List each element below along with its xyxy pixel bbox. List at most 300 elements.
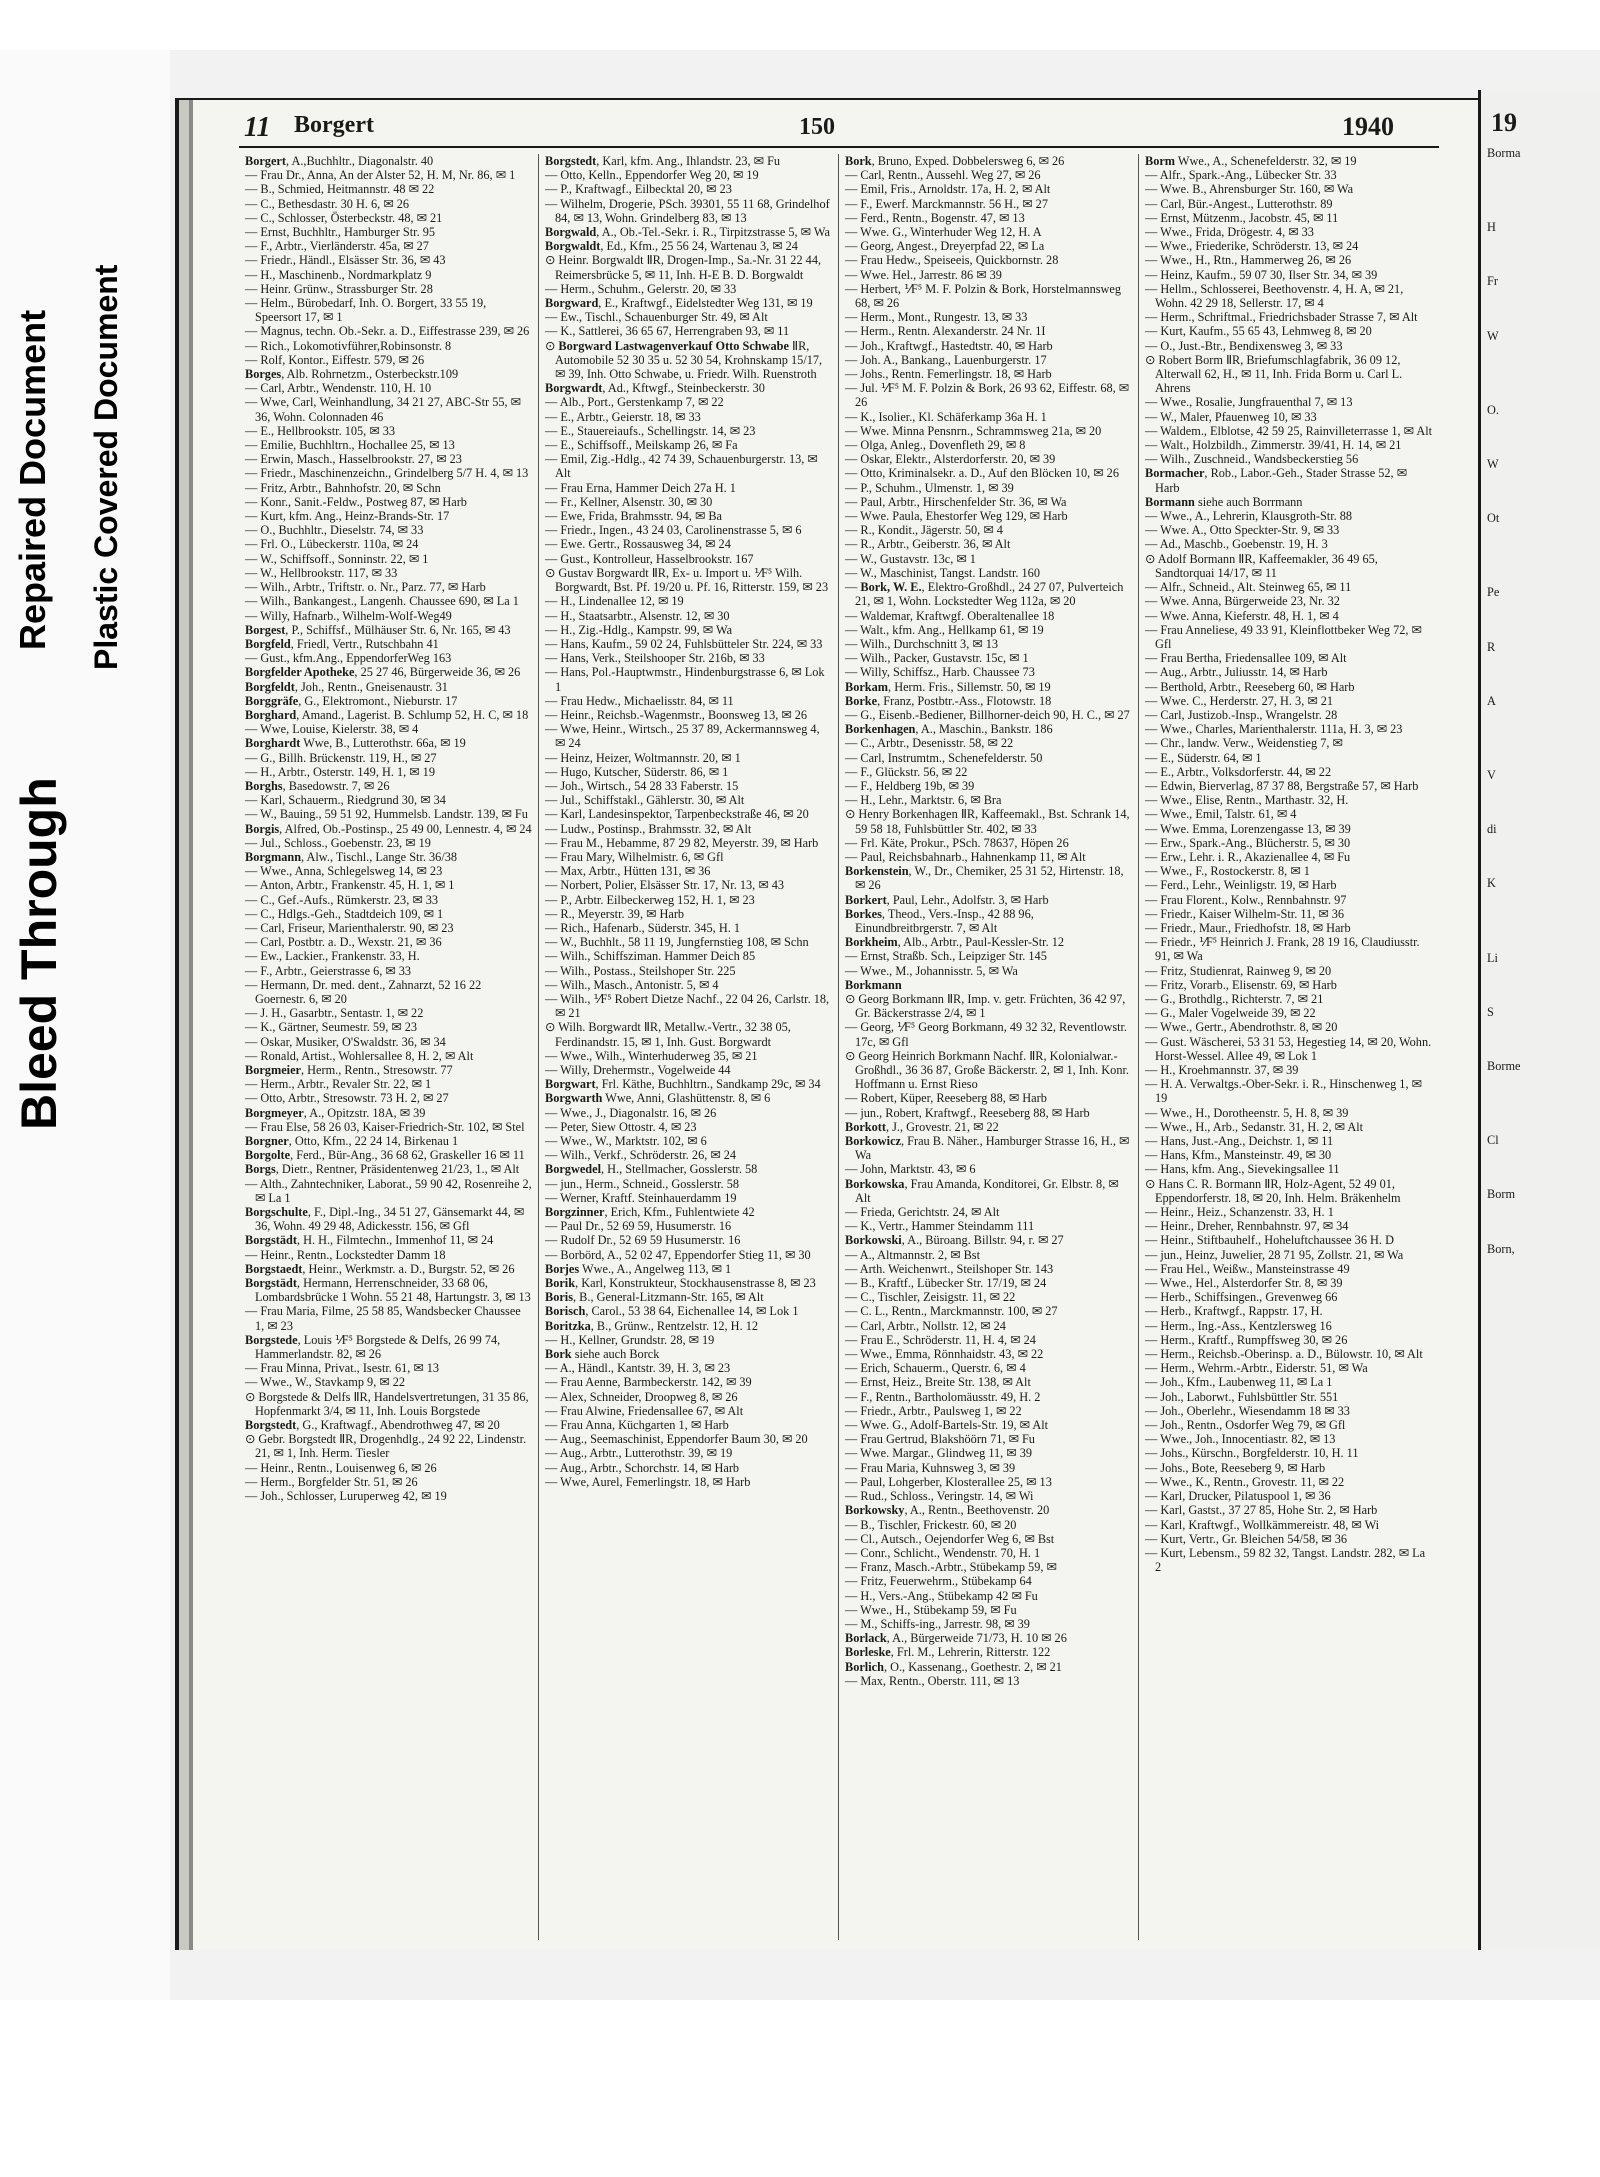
directory-entry: ⊙ Borgward Lastwagenverkauf Otto Schwabe ⅡR, Automobile 52 30 35 u. 52 30 54, Krohnskamp 15/17, ✉ 39, Inh. Otto Schwabe, u. Friedr. Wilh. Ruenstroth [545,338,823,382]
directory-entry: — Friedr., Kaiser Wilhelm-Str. 11, ✉ 36 [1145,906,1345,921]
directory-entry: — Wwe. Minna Pensnrn., Schrammsweg 21a, ✉ 20 [845,423,1102,438]
directory-entry: — Wwe., J., Diagonalstr. 16, ✉ 26 [545,1105,717,1120]
directory-entry: Borkert, Paul, Lehr., Adolfstr. 3, ✉ Harb [845,892,1049,907]
column-2 [539,154,839,1940]
adjacent-fragment: Borme [1487,1059,1521,1074]
adjacent-page-number: 19 [1491,108,1517,137]
directory-entry: — Frau M., Hebamme, 87 29 82, Meyerstr. 39, ✉ Harb [545,835,819,850]
directory-entry: — O., Just.-Btr., Bendixensweg 3, ✉ 33 [1145,338,1343,353]
directory-entry: — Wwe., Frida, Drögestr. 4, ✉ 33 [1145,225,1314,240]
directory-entry: — E., Stauereiaufs., Schellingstr. 14, ✉ 23 [545,423,756,438]
directory-entry: — Oskar, Musiker, O'Swaldstr. 36, ✉ 34 [245,1034,446,1049]
directory-entry: — Alth., Zahntechniker, Laborat., 59 90 42, Rosenreihe 2, ✉ La 1 [245,1176,532,1205]
directory-entry: — jun., Heinz, Juwelier, 28 71 95, Zollstr. 21, ✉ Wa [1145,1247,1404,1262]
page-number: 150 [799,114,835,140]
directory-entry: — Ewe, Frida, Brahmsstr. 94, ✉ Ba [545,509,722,524]
directory-entry: ⊙ Heinr. Borgwaldt ⅡR, Drogen-Imp., Sa.-Nr. 31 22 44, Reimersbrücke 5, ✉ 11, Inh. H-E B. D. Borgwaldt [545,253,822,282]
directory-entry: — H., Staatsarbtr., Alsenstr. 12, ✉ 30 [545,608,730,623]
directory-entry: — Herm., Reichsb.-Oberinsp. a. D., Bülowstr. 10, ✉ Alt [1145,1347,1423,1362]
directory-entry: — Wwe, Aurel, Femerlingstr. 18, ✉ Harb [545,1474,751,1489]
directory-entry: — W., Gustavstr. 13c, ✉ 1 [845,551,976,566]
directory-entry: — E., Arbtr., Volksdorferstr. 44, ✉ 22 [1145,764,1332,779]
directory-entry: Borm Wwe., A., Schenefelderstr. 32, ✉ 19 [1145,154,1357,168]
directory-entry: — E., Arbtr., Geierstr. 18, ✉ 33 [545,409,701,424]
directory-entry: — Wwe, Heinr., Wirtsch., 25 37 89, Ackermannsweg 4, ✉ 24 [545,722,820,751]
adjacent-fragment: di [1487,822,1497,837]
directory-entry: — Ernst, Heiz., Breite Str. 138, ✉ Alt [845,1375,1031,1390]
directory-entry: Borgstädt, Hermann, Herrenschneider, 33 68 06, Lombardsbrücke 1 Wohn. 55 21 48, Hartungstr. 3, ✉ 13 [245,1276,531,1305]
header-year: 1940 [1342,112,1394,141]
directory-entry: — Wwe. Margar., Glindweg 11, ✉ 39 [845,1446,1032,1461]
directory-entry: — K., Sattlerei, 36 65 67, Herrengraben 93, ✉ 11 [545,324,790,339]
directory-entry: — Erw., Lehr. i. R., Akazienallee 4, ✉ Fu [1145,849,1351,864]
directory-entry: — Wwe., Gertr., Abendrothstr. 8, ✉ 20 [1145,1020,1338,1035]
directory-entry: — Frau Alwine, Friedensallee 67, ✉ Alt [545,1403,744,1418]
directory-entry: — Heinr. Grünw., Strassburger Str. 28 [245,281,433,296]
directory-entry: — W., Bauing., 59 51 92, Hummelsb. Landstr. 139, ✉ Fu [245,807,528,822]
directory-entry: Borgmann, Alw., Tischl., Lange Str. 36/38 [245,849,458,864]
directory-entry: — M., Schiffs-ing., Jarrestr. 98, ✉ 39 [845,1616,1030,1631]
directory-entry: — W., Hellbrookstr. 117, ✉ 33 [245,565,398,580]
directory-entry: — Wwe., Emma, Rönnhaidstr. 43, ✉ 22 [845,1347,1044,1362]
directory-entry: — Herbert, ⅟F⁵ M. F. Polzin & Bork, Horstelmannsweg 68, ✉ 26 [845,281,1122,311]
directory-entry: — Herm., Rentn. Alexanderstr. 24 Nr. 1I [845,324,1046,339]
directory-entry: Borgs, Dietr., Rentner, Präsidentenweg 21/23, 1., ✉ Alt [245,1162,520,1177]
directory-entry: — Rud., Schloss., Veringstr. 14, ✉ Wi [845,1489,1034,1504]
directory-entry: Borik, Karl, Konstrukteur, Stockhausenstrasse 8, ✉ 23 [545,1276,816,1291]
stamp-margin [0,50,170,2000]
directory-entry: — Emil, Zig.-Hdlg., 42 74 39, Schauenburgerstr. 13, ✉ Alt [545,452,818,481]
directory-entry: — Frau Erna, Hammer Deich 27a H. 1 [545,480,736,495]
adjacent-fragment: Borm [1487,1187,1516,1202]
directory-entry: — Hans, Kfm., Mansteinstr. 49, ✉ 30 [1145,1148,1332,1163]
directory-entry: — Wwe. Hel., Jarrestr. 86 ✉ 39 [845,267,1002,282]
directory-entry: — Wilh., Packer, Gustavstr. 15c, ✉ 1 [845,651,1029,666]
directory-entry: — Ew., Tischl., Schauenburger Str. 49, ✉ Alt [545,310,768,325]
directory-entry: — Ernst, Straßb. Sch., Leipziger Str. 145 [845,949,1047,964]
adjacent-fragment: Li [1487,950,1498,965]
directory-entry: Borgner, Otto, Kfm., 22 24 14, Birkenau 1 [245,1134,459,1149]
directory-entry: — Olga, Anleg., Dovenfleth 29, ✉ 8 [845,438,1026,453]
directory-entry: — Wwe. Anna, Kieferstr. 48, H. 1, ✉ 4 [1145,608,1339,623]
directory-entry: — P., Arbtr. Eilbeckerweg 152, H. 1, ✉ 23 [545,892,755,907]
column-1 [239,154,539,1940]
directory-entry: Borgis, Alfred, Ob.-Postinsp., 25 49 00, Lennestr. 4, ✉ 24 [245,821,532,836]
directory-entry: Borgstaedt, Heinr., Werkmstr. a. D., Burgstr. 52, ✉ 26 [245,1261,515,1276]
directory-entry: — Carl, Rentn., Aussehl. Weg 27, ✉ 26 [845,168,1041,183]
directory-entry: — Waldemar, Kraftwgf. Oberaltenallee 18 [845,608,1055,623]
adjacent-fragment: V [1487,768,1496,783]
column-3 [839,154,1139,1940]
directory-entry: — Wwe., Hel., Alsterdorfer Str. 8, ✉ 39 [1145,1276,1343,1291]
directory-entry: — Johs., Bote, Reeseberg 9, ✉ Harb [1145,1460,1326,1475]
running-head [239,110,1439,144]
directory-entry: — E., Schiffsoff., Meilskamp 26, ✉ Fa [545,438,738,453]
directory-entry: — Frau Mary, Wilhelmistr. 6, ✉ Gfl [545,849,724,864]
directory-entry: — Ew., Lackier., Frankenstr. 33, H. [245,949,420,964]
directory-entry: — Herm., Mont., Rungestr. 13, ✉ 33 [845,310,1028,325]
directory-entry: — Karl, Landesinspektor, Tarpenbeckstraße 46, ✉ 20 [545,807,809,822]
directory-entry: Borkheim, Alb., Arbtr., Paul-Kessler-Str. 12 [845,935,1065,950]
directory-entry: — Rudolf Dr., 52 69 59 Husumerstr. 16 [545,1233,741,1248]
directory-entry: Borkes, Theod., Vers.-Insp., 42 88 96, Einundbreitbrgerstr. 7, ✉ Alt [845,906,1034,935]
directory-entry: Borgstedt, Karl, kfm. Ang., Ihlandstr. 23, ✉ Fu [545,154,781,168]
directory-entry: — Friedr., Ingen., 43 24 03, Carolinenstrasse 5, ✉ 6 [545,523,802,538]
directory-entry: — Joh., Rentn., Osdorfer Weg 79, ✉ Gfl [1145,1418,1346,1433]
directory-entry: ⊙ Georg Borkmann ⅡR, Imp. v. getr. Früchten, 36 42 97, Gr. Bäckerstrasse 2/4, ✉ 1 [845,991,1126,1021]
directory-entry: ⊙ Adolf Bormann ⅡR, Kaffeemakler, 36 49 65, Sandtorquai 14/17, ✉ 11 [1145,551,1378,580]
directory-entry: — Wwe., Emil, Talstr. 61, ✉ 4 [1145,807,1297,822]
directory-entry: — H., Arbtr., Osterstr. 149, H. 1, ✉ 19 [245,764,435,779]
directory-entry: — Herm., Borgfelder Str. 51, ✉ 26 [245,1474,418,1489]
directory-entry: — jun., Herm., Schneid., Gosslerstr. 58 [545,1176,739,1191]
adjacent-fragment: W [1487,328,1499,343]
directory-entry: — Wwe. Anna, Bürgerweide 23, Nr. 32 [1145,594,1340,609]
directory-entry: ⊙ Wilh. Borgwardt ⅡR, Metallw.-Vertr., 32 38 05, Ferdinandstr. 15, ✉ 1, Inh. Gust. Borgwardt [545,1020,791,1049]
adjacent-fragment: K [1487,876,1496,891]
directory-entry: — Frau Maria, Filme, 25 58 85, Wandsbecker Chaussee 1, ✉ 23 [245,1304,521,1333]
adjacent-fragment: Fr [1487,274,1498,289]
adjacent-page-fragments [1487,146,1520,1316]
directory-entry: Borlich, O., Kassenang., Goethestr. 2, ✉ 21 [845,1659,1062,1674]
directory-entry: — Ewe. Gertr., Rossausweg 34, ✉ 24 [545,537,731,552]
adjacent-fragment: Pe [1487,585,1500,600]
directory-entry: — B., Tischler, Frickestr. 60, ✉ 20 [845,1517,1017,1532]
directory-entry: — C., Bethesdastr. 30 H. 6, ✉ 26 [245,196,410,211]
directory-entry: — C., Arbtr., Desenisstr. 58, ✉ 22 [845,736,1014,751]
directory-entry: — Frau Aenne, Barmbeckerstr. 142, ✉ 39 [545,1375,752,1390]
directory-entry: — W., Buchhlt., 58 11 19, Jungfernstieg 108, ✉ Schn [545,935,809,950]
directory-entry: — Wilhelm, Drogerie, PSch. 39301, 55 11 68, Grindelhof 84, ✉ 13, Wohn. Grindelberg 83, ✉ 13 [545,196,830,225]
directory-entry: — Fritz, Studienrat, Rainweg 9, ✉ 20 [1145,963,1332,978]
directory-entry: — Kurt, Lebensm., 59 82 32, Tangst. Landstr. 282, ✉ La 2 [1145,1545,1426,1575]
directory-entry: — Hellm., Schlosserei, Beethovenstr. 4, H. A, ✉ 21, Wohn. 42 29 18, Sellerstr. 17, ✉ 4 [1145,281,1404,311]
directory-entry: Borkott, J., Grovestr. 21, ✉ 22 [845,1119,999,1134]
directory-entry: Borkenstein, W., Dr., Chemiker, 25 31 52, Hirtenstr. 18, ✉ 26 [845,864,1124,893]
directory-entry: — Ronald, Artist., Wohlersallee 8, H. 2, ✉ Alt [245,1048,474,1063]
directory-entry: — Heinr., Stiftbauhelf., Hoheluftchaussee 36 H. D [1145,1233,1394,1248]
directory-entry: — F., Rentn., Bartholomäusstr. 49, H. 2 [845,1389,1041,1404]
directory-entry: Borkowska, Frau Amanda, Konditorei, Gr. Elbstr. 8, ✉ Alt [845,1176,1119,1205]
directory-entry: — Heinr., Heiz., Schanzenstr. 33, H. 1 [1145,1205,1334,1220]
directory-entry: Borgmeier, Herm., Rentn., Stresowstr. 77 [245,1063,453,1077]
directory-entry: Borgwald, A., Ob.-Tel.-Sekr. i. R., Tirpitzstrasse 5, ✉ Wa [545,225,830,240]
directory-entry: — Kurt, Kaufm., 55 65 43, Lehmweg 8, ✉ 20 [1145,324,1372,339]
directory-entry: — Carl, Instrumtm., Schenefelderstr. 50 [845,750,1043,765]
directory-entry: — Wwe., Anna, Schlegelsweg 14, ✉ 23 [245,864,443,879]
directory-entry: — Chr., landw. Verw., Weidenstieg 7, ✉ [1145,736,1343,751]
directory-entry: Borkowski, A., Büroang. Billstr. 94, r. ✉ 27 [845,1233,1064,1248]
directory-entry: — Walt., Holzbildh., Zimmerstr. 39/41, H. 14, ✉ 21 [1145,438,1402,453]
directory-entry: — Karl, Schauerm., Riedgrund 30, ✉ 34 [245,793,446,808]
directory-entry: — Wwe, Carl, Weinhandlung, 34 21 27, ABC-Str 55, ✉ 36, Wohn. Colonnaden 46 [245,395,521,424]
directory-entry: — Carl, Arbtr., Wendenstr. 110, H. 10 [245,381,432,396]
directory-entry: — Wwe., K., Rentn., Grovestr. 11, ✉ 22 [1145,1474,1345,1489]
directory-entry: — Heinr., Rentn., Louisenweg 6, ✉ 26 [245,1460,437,1475]
directory-entry: — Karl, Kraftwgf., Wollkämmereistr. 48, ✉ Wi [1145,1517,1380,1532]
directory-entry: — Aug., Arbtr., Lutterothstr. 39, ✉ 19 [545,1446,733,1461]
directory-entry: — Otto, Kriminalsekr. a. D., Auf den Blöcken 10, ✉ 26 [845,466,1119,481]
directory-entry: — Otto, Kelln., Eppendorfer Weg 20, ✉ 19 [545,168,759,183]
directory-entry: — Franz, Masch.-Arbtr., Stübekamp 59, ✉ [845,1560,1057,1575]
directory-entry: — Berthold, Arbtr., Reeseberg 60, ✉ Harb [1145,679,1355,694]
directory-entry: — Anton, Arbtr., Frankenstr. 45, H. 1, ✉ 1 [245,878,455,893]
directory-entry: — Wwe., Charles, Marienthalerstr. 111a, H. 3, ✉ 23 [1145,722,1403,737]
directory-entry: — Frau Hedw., Michaelisstr. 84, ✉ 11 [545,693,734,708]
directory-entry: — Bork, W. E., Elektro-Großhdl., 24 27 07, Pulverteich 21, ✉ 1, Wohn. Lockstedter Weg 112a, ✉ 20 [845,580,1124,609]
directory-entry: — Frau Dr., Anna, An der Alster 52, H. M, Nr. 86, ✉ 1 [245,168,516,183]
directory-entry: — C., Gef.-Aufs., Rümkerstr. 23, ✉ 33 [245,892,439,907]
directory-entry: — C. L., Rentn., Marckmannstr. 100, ✉ 27 [845,1304,1058,1319]
directory-entry: — Joh. A., Bankang., Lauenburgerstr. 17 [845,352,1047,367]
directory-entry: — Frau Hedw., Speiseeis, Quickbornstr. 28 [845,253,1059,268]
directory-entry: — Wwe., Elise, Rentn., Marthastr. 32, H. [1145,793,1349,808]
directory-entry: — Erw., Spark.-Ang., Blücherstr. 5, ✉ 30 [1145,835,1351,850]
directory-entry: — Herb., Kraftwgf., Rappstr. 17, H. [1145,1304,1323,1319]
directory-entry: — E., Hellbrookstr. 105, ✉ 33 [245,423,396,438]
directory-entry: — R., Meyerstr. 39, ✉ Harb [545,906,685,921]
directory-entry: — Wilh., Arbtr., Triftstr. o. Nr., Parz. 77, ✉ Harb [245,580,486,595]
directory-entry: — Joh., Laborwt., Fuhlsbüttler Str. 551 [1145,1389,1339,1404]
directory-entry: — Herb., Schiffsingen., Grevenweg 66 [1145,1290,1338,1305]
directory-entry: — Robert, Küper, Reeseberg 88, ✉ Harb [845,1091,1047,1106]
directory-entry: — Walt., kfm. Ang., Hellkamp 61, ✉ 19 [845,622,1044,637]
directory-entry: — Wwe. Emma, Lorenzengasse 13, ✉ 39 [1145,821,1351,836]
directory-entry: — Wwe., F., Rostockerstr. 8, ✉ 1 [1145,864,1310,879]
directory-entry: — Karl, Gastst., 37 27 85, Hohe Str. 2, ✉ Harb [1145,1503,1378,1518]
directory-entry: — Konr., Sanit.-Feldw., Postweg 87, ✉ Harb [245,494,467,509]
adjacent-fragment: W [1487,457,1499,472]
directory-entry: — C., Tischler, Zeisigstr. 11, ✉ 22 [845,1290,1016,1305]
directory-entry: — Ernst, Mützenm., Jacobstr. 45, ✉ 11 [1145,210,1339,225]
adjacent-fragment: A [1487,693,1496,708]
directory-entry: — Max, Rentn., Oberstr. 111, ✉ 13 [845,1673,1020,1688]
directory-entry: Borjes Wwe., A., Angelweg 113, ✉ 1 [545,1261,732,1276]
directory-entry: — F., Arbtr., Vierländerstr. 45a, ✉ 27 [245,239,429,254]
header-rule [239,146,1439,148]
directory-entry: — Wwe, Louise, Kielerstr. 38, ✉ 4 [245,722,419,737]
directory-entry: — Aug., Arbtr., Juliusstr. 14, ✉ Harb [1145,665,1328,680]
directory-entry: Borgert, A.,Buchhltr., Diagonalstr. 40 [245,154,434,168]
directory-entry: — Emilie, Buchhltrn., Hochallee 25, ✉ 13 [245,438,455,453]
directory-entry: — W., Maler, Pfauenweg 10, ✉ 33 [1145,409,1317,424]
directory-entry: — Willy, Hafnarb., Wilhelm-Wolf-Weg49 [245,608,452,623]
adjacent-fragment: S [1487,1004,1494,1019]
directory-entry: — Wwe., W., Marktstr. 102, ✉ 6 [545,1134,707,1149]
directory-entry: — jun., Robert, Kraftwgf., Reeseberg 88, ✉ Harb [845,1105,1090,1120]
directory-entry: — Borbörd, A., 52 02 47, Eppendorfer Stieg 11, ✉ 30 [545,1247,811,1262]
directory-entry: — Wilh., ⅟F⁵ Robert Dietze Nachf., 22 04 26, Carlstr. 18, ✉ 21 [545,991,830,1021]
directory-entry: Borgfeld, Friedl, Vertr., Rutschbahn 41 [245,636,439,651]
directory-entry: — F., Heldberg 19b, ✉ 39 [845,778,975,793]
directory-entry: Borgfelder Apotheke, 25 27 46, Bürgerweide 36, ✉ 26 [245,665,521,680]
directory-entry: — John, Marktstr. 43, ✉ 6 [845,1162,976,1177]
directory-entry: — Wwe., Joh., Innocentiastr. 82, ✉ 13 [1145,1432,1336,1447]
directory-entry: — Rich., Lokomotivführer,Robinsonstr. 8 [245,338,452,353]
directory-entry: Borgwardt, Ad., Kftwgf., Steinbeckerstr. 30 [545,381,765,396]
directory-entry: — Wilh., Durchschnitt 3, ✉ 13 [845,636,999,651]
directory-entry: — O., Buchhltr., Dieselstr. 74, ✉ 33 [245,523,424,538]
directory-entry: — Rich., Hafenarb., Süderstr. 345, H. 1 [545,920,741,935]
directory-entry: — B., Kraftf., Lübecker Str. 17/19, ✉ 24 [845,1276,1047,1291]
directory-entry: — Johs., Kürschn., Borgfelderstr. 10, H. 11 [1145,1446,1359,1461]
directory-entry: — Willy, Schiffsz., Harb. Chaussee 73 [845,665,1035,680]
adjacent-fragment: Ot [1487,511,1500,526]
adjacent-fragment: R [1487,639,1496,654]
directory-entry: — Friedr., Maschinenzeichn., Grindelberg 5/7 H. 4, ✉ 13 [245,466,529,481]
directory-entry: — Rolf, Kontor., Eiffestr. 579, ✉ 26 [245,352,425,367]
directory-entry: — H., Lehr., Marktstr. 6, ✉ Bra [845,793,1002,808]
directory-entry: — Fr., Kellner, Alsenstr. 30, ✉ 30 [545,494,713,509]
header-keyword: Borgert [294,112,374,138]
directory-entry: — Wwe., H., Dorotheenstr. 5, H. 8, ✉ 39 [1145,1105,1349,1120]
directory-entry: — Paul, Arbtr., Hirschenfelder Str. 36, ✉ Wa [845,494,1067,509]
adjacent-fragment: Born, [1487,1241,1515,1256]
directory-entry: — Georg, ⅟F⁵ Georg Borkmann, 49 32 32, Reventlowstr. 17c, ✉ Gfl [845,1020,1128,1049]
adjacent-fragment: O. [1487,402,1499,417]
directory-entry: — Fritz, Feuerwehrm., Stübekamp 64 [845,1574,1032,1589]
directory-entry: ⊙ Gustav Borgwardt ⅡR, Ex- u. Import u. ⅟F⁵ Wilh. Borgwardt, Bst. Pf. 19/20 u. Pf. 16, Ritterstr. 159, ✉ 23 [545,565,829,595]
directory-entry: — Wilh., Masch., Antonistr. 5, ✉ 4 [545,977,719,992]
directory-entry: Bormacher, Rob., Labor.-Geh., Stader Strasse 52, ✉ Harb [1145,466,1408,495]
directory-entry: Borgfeldt, Joh., Rentn., Gneisenaustr. 31 [245,679,448,694]
directory-entry: — Heinr., Reichsb.-Wagenmstr., Boonsweg 13, ✉ 26 [545,707,808,722]
directory-entry: Borghard, Amand., Lagerist. B. Schlump 52, H. C, ✉ 18 [245,707,529,722]
directory-entry: — Max, Arbtr., Hütten 131, ✉ 36 [545,864,711,879]
directory-entry: — Frau E., Schröderstr. 11, H. 4, ✉ 24 [845,1332,1036,1347]
directory-entry: — Frau Else, 58 26 03, Kaiser-Friedrich-Str. 102, ✉ Stel [245,1119,525,1134]
directory-entry: Borgwarth Wwe, Anni, Glashüttenstr. 8, ✉ 6 [545,1091,771,1106]
directory-entry: — F., Arbtr., Geierstrasse 6, ✉ 33 [245,963,412,978]
directory-entry: — Alb., Port., Gerstenkamp 7, ✉ 22 [545,395,724,410]
directory-entry: ⊙ Henry Borkenhagen ⅡR, Kaffeemakl., Bst. Schrank 14, 59 58 18, Fuhlsbüttler Str. 402, ✉ 33 [845,807,1130,836]
directory-entry: — Carl, Bür.-Angest., Lutterothstr. 89 [1145,196,1333,211]
directory-entry: — Wwe., M., Johannisstr. 5, ✉ Wa [845,963,1018,978]
directory-entry: Bork siehe auch Borck [545,1347,660,1362]
directory-entry: — H., Zig.-Hdlg., Kampstr. 99, ✉ Wa [545,622,733,637]
directory-entry: — K., Isolier., Kl. Schäferkamp 36a H. 1 [845,409,1047,424]
directory-entry: — Joh., Oberlehr., Wiesendamm 18 ✉ 33 [1145,1403,1350,1418]
directory-entry: Borgstedt, G., Kraftwagf., Abendrothweg 47, ✉ 20 [245,1418,500,1433]
directory-entry: Borggräfe, G., Elektromont., Nieburstr. 17 [245,693,458,708]
directory-entry: Bormann siehe auch Borrmann [1145,494,1303,509]
directory-entry: — H. A. Verwaltgs.-Ober-Sekr. i. R., Hinschenweg 1, ✉ 19 [1145,1077,1422,1106]
directory-entry: — R., Arbtr., Geiberstr. 36, ✉ Alt [845,537,1011,552]
directory-entry: — H., Lindenallee 12, ✉ 19 [545,594,684,609]
directory-entry: — Herm., Ing.-Ass., Kentzlersweg 16 [1145,1318,1332,1333]
directory-entry: Borleske, Frl. M., Lehrerin, Ritterstr. 122 [845,1645,1051,1660]
directory-entry: — Jul., Schloss., Goebenstr. 23, ✉ 19 [245,835,431,850]
directory-entry: — H., Kroehmannstr. 37, ✉ 39 [1145,1063,1299,1077]
directory-entry: — G., Maler Vogelweide 39, ✉ 22 [1145,1006,1316,1021]
directory-entry: — Frau Florent., Kolw., Rennbahnstr. 97 [1145,892,1347,907]
directory-page [175,98,1479,1950]
directory-entry: — Ferd., Rentn., Bogenstr. 47, ✉ 13 [845,210,1025,225]
directory-entry: Borgstede, Louis ⅟F⁵ Borgstede & Delfs, 26 99 74, Hammerlandstr. 82, ✉ 26 [245,1332,501,1362]
directory-entry: — Frau Hel., Weißw., Mansteinstrasse 49 [1145,1261,1350,1276]
directory-entry: — Hans, kfm. Ang., Sievekingsallee 11 [1145,1162,1340,1177]
directory-entry: Borgwaldt, Ed., Kfm., 25 56 24, Wartenau 3, ✉ 24 [545,239,798,254]
directory-entry: — Hermann, Dr. med. dent., Zahnarzt, 52 16 22 Goernestr. 6, ✉ 20 [245,977,482,1006]
directory-entry: — Wilh., Zuschneid., Wandsbeckerstieg 56 [1145,452,1359,467]
directory-entry: — Wwe., H., Rtn., Hammerweg 26, ✉ 26 [1145,253,1352,268]
adjacent-fragment: Cl [1487,1133,1499,1148]
directory-entry: — Johs., Rentn. Femerlingstr. 18, ✉ Harb [845,367,1052,382]
directory-entry: — G., Billh. Brückenstr. 119, H., ✉ 27 [245,750,437,765]
directory-entry: — Ferd., Lehr., Weinligstr. 19, ✉ Harb [1145,878,1337,893]
directory-entry: ⊙ Hans C. R. Bormann ⅡR, Holz-Agent, 52 49 01, Eppendorferstr. 18, ✉ 20, Inh. Helm. Bräkenhelm [1145,1176,1401,1205]
directory-entry: — Magnus, techn. Ob.-Sekr. a. D., Eiffestrasse 239, ✉ 26 [245,324,530,339]
directory-entry: — Heinr., Dreher, Rennbahnstr. 97, ✉ 34 [1145,1219,1349,1234]
directory-entry: — W., Schiffsoff., Sonninstr. 22, ✉ 1 [245,551,429,566]
directory-entry: Borges, Alb. Rohrnetzm., Osterbeckstr.109 [245,367,459,382]
directory-entry: — Waldem., Elblotse, 42 59 25, Rainvilleterrasse 1, ✉ Alt [1145,423,1433,438]
directory-entry: — Frau Maria, Kuhnsweg 3, ✉ 39 [845,1460,1016,1475]
directory-entry: — Frl. O., Lübeckerstr. 110a, ✉ 24 [245,537,419,552]
directory-entry: — Frl. Käte, Prokur., PSch. 78637, Höpen 26 [845,835,1069,850]
directory-entry: — Otto, Arbtr., Stresowstr. 73 H. 2, ✉ 27 [245,1091,449,1106]
directory-entry: — Joh., Kraftwgf., Hastedtstr. 40, ✉ Harb [845,338,1053,353]
directory-entry: — C., Hdlgs.-Geh., Stadtdeich 109, ✉ 1 [245,906,444,921]
directory-entry: Borgwedel, H., Stellmacher, Gosslerstr. 58 [545,1162,758,1177]
directory-entry: Borgwart, Frl. Käthe, Buchhltrn., Sandkamp 29c, ✉ 34 [545,1077,821,1092]
directory-entry: — Frau Anneliese, 49 33 91, Kleinflottbeker Weg 72, ✉ Gfl [1145,622,1422,651]
directory-entry: — Carl, Arbtr., Nollstr. 12, ✉ 24 [845,1318,1006,1333]
directory-entry: — Alfr., Schneid., Alt. Steinweg 65, ✉ 11 [1145,580,1352,595]
directory-entry: — Erwin, Masch., Hasselbrookstr. 27, ✉ 23 [245,452,462,467]
directory-entry: ⊙ Georg Heinrich Borkmann Nachf. ⅡR, Kolonialwar.-Großhdl., 36 36 87, Große Bäckerstr. 2, ✉ 1, Inh. Konr. Hoffmann u. Ernst Rieso [845,1048,1129,1092]
directory-entry: — Jul. ⅟F⁵ M. F. Polzin & Bork, 26 93 62, Eiffestr. 68, ✉ 26 [845,381,1130,410]
directory-entry: — Paul Dr., 52 69 59, Husumerstr. 16 [545,1219,732,1234]
directory-entry: — A., Händl., Kantstr. 39, H. 3, ✉ 23 [545,1361,731,1376]
directory-entry: ⊙ Robert Borm ⅡR, Briefumschlagfabrik, 36 09 12, Alterwall 62, H., ✉ 11, Inh. Frida Borm u. Carl L. Ahrens [1145,352,1403,396]
directory-entry: Boritzka, B., Grünw., Rentzelstr. 12, H. 12 [545,1318,759,1333]
directory-entry: — Helm., Bürobedarf, Inh. O. Borgert, 33 55 19, Speersort 17, ✉ 1 [245,296,487,325]
directory-entry: — Wilh., Verkf., Schröderstr. 26, ✉ 24 [545,1148,737,1163]
directory-entry: — Gust., kfm.Ang., EppendorferWeg 163 [245,651,452,666]
directory-entry: — Erich, Schauerm., Querstr. 6, ✉ 4 [845,1361,1026,1376]
directory-entry: — Wwe. G., Winterhuder Weg 12, H. A [845,225,1042,240]
directory-entry: — Oskar, Elektr., Alsterdorferstr. 20, ✉ 39 [845,452,1056,467]
directory-entry: Borghs, Basedowstr. 7, ✉ 26 [245,778,390,793]
directory-entry: — Wilh., Schiffsziman. Hammer Deich 85 [545,949,756,964]
directory-entry: — Edwin, Bierverlag, 87 37 88, Bergstraße 57, ✉ Harb [1145,778,1419,793]
directory-entry: — Wwe., Wilh., Winterhuderweg 35, ✉ 21 [545,1048,758,1063]
directory-entry: — Wwe. B., Ahrensburger Str. 160, ✉ Wa [1145,182,1354,197]
directory-entry: — Heinz, Kaufm., 59 07 30, Ilser Str. 34, ✉ 39 [1145,267,1378,282]
directory-entry: — Friedr., Arbtr., Paulsweg 1, ✉ 22 [845,1403,1022,1418]
directory-entry: — Cl., Autsch., Oejendorfer Weg 6, ✉ Bst [845,1531,1055,1546]
directory-entry: — Herm., Kraftf., Rumpffsweg 30, ✉ 26 [1145,1332,1348,1347]
directory-entry: ⊙ Borgstede & Delfs ⅡR, Handelsvertretungen, 31 35 86, Hopfenmarkt 3/4, ✉ 11, Inh. Louis Borgstede [245,1389,529,1418]
directory-entry: — H., Vers.-Ang., Stübekamp 42 ✉ Fu [845,1588,1038,1603]
directory-entry: Borgzinner, Erich, Kfm., Fuhlentwiete 42 [545,1205,755,1220]
directory-entry: — Georg, Angest., Dreyerpfad 22, ✉ La [845,239,1045,254]
directory-entry: — Carl, Justizob.-Insp., Wrangelstr. 28 [1145,707,1338,722]
directory-entry: — Frau Minna, Privat., Isestr. 61, ✉ 13 [245,1361,440,1376]
directory-entry: — Gust., Kontrolleur, Hasselbrookstr. 167 [545,551,754,566]
directory-entry: — Wwe. Paula, Ehestorfer Weg 129, ✉ Harb [845,509,1068,524]
directory-entry: — Friedr., ⅟F⁵ Heinrich J. Frank, 28 19 16, Claudiusstr. 91, ✉ Wa [1145,935,1420,964]
directory-entry: — A., Altmannstr. 2, ✉ Bst [845,1247,980,1262]
directory-entry: — Alex, Schneider, Droopweg 8, ✉ 26 [545,1389,738,1404]
directory-entry: — Frau Bertha, Friedensallee 109, ✉ Alt [1145,651,1347,666]
column-4 [1139,154,1439,1940]
directory-entry: — Paul, Lohgerber, Klosterallee 25, ✉ 13 [845,1474,1052,1489]
directory-entry: — B., Schmied, Heitmannstr. 48 ✉ 22 [245,182,435,197]
directory-entry: — Alfr., Spark.-Ang., Lübecker Str. 33 [1145,168,1337,183]
directory-entry: — F., Glückstr. 56, ✉ 22 [845,764,968,779]
